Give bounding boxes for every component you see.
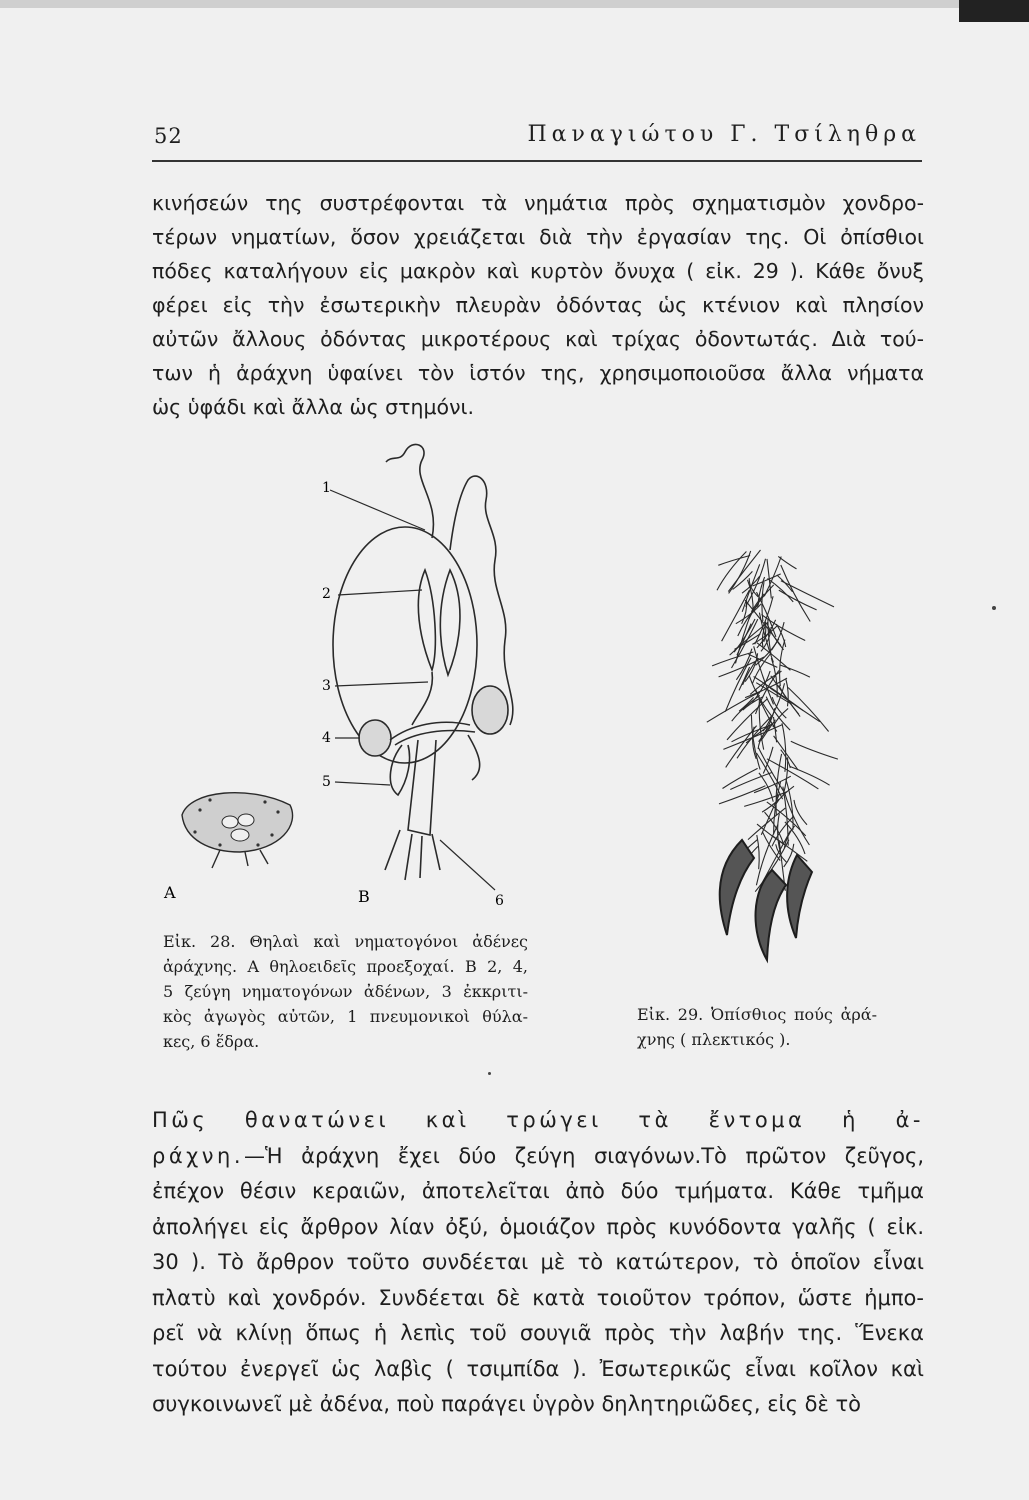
page-number: 52 bbox=[154, 124, 183, 148]
paragraph2-first-line: —Ἡ ἀράχνη ἔχει δύο ζεύγη σιαγόνων.Τὸ πρῶτον ζεῦγος, bbox=[244, 1143, 924, 1168]
text-line: πόδες καταλήγουν εἰς μακρὸν καὶ κυρτὸν ὄνυχα ( εἰκ. 29 ). Κάθε ὄνυξ bbox=[152, 259, 924, 283]
label-5: 5 bbox=[322, 774, 331, 790]
scan-speck bbox=[992, 606, 996, 610]
claw bbox=[787, 855, 812, 938]
label-2: 2 bbox=[322, 586, 331, 602]
leg-hair bbox=[781, 581, 834, 607]
text-line: ρεῖ νὰ κλίνῃ ὅπως ἡ λεπὶς τοῦ σουγιᾶ πρὸς τὴν λαβήν της. Ἕνεκα bbox=[152, 1321, 924, 1345]
gland-4-right bbox=[472, 686, 508, 734]
leg-hair bbox=[737, 624, 751, 656]
caption-line: χνης ( πλεκτικός ). bbox=[637, 1030, 791, 1049]
section-heading-end: ράχνη. bbox=[152, 1143, 245, 1168]
text-line: ἐπέχον θέσιν κεραιῶν, ἀποτελεῖται ἀπὸ δύο τμήματα. Κάθε τμῆμα bbox=[152, 1179, 924, 1203]
caption-line: ἀράχνης. Α θηλοειδεῖς προεξοχαί. Β 2, 4, bbox=[163, 957, 528, 976]
panel-a-spinnerets bbox=[182, 793, 293, 868]
leg-hair bbox=[777, 575, 793, 592]
panel-b-label: B bbox=[358, 887, 370, 906]
leg-hair bbox=[719, 786, 765, 804]
connecting-duct bbox=[395, 731, 475, 745]
caption-line: Εἰκ. 28. Θηλαὶ καὶ νηματογόνοι ἀδένες bbox=[163, 932, 528, 951]
text-line: αὐτῶν ἄλλους ὀδόντας μικροτέρους καὶ τρίχας ὀδοντωτάς. Διὰ τού- bbox=[152, 327, 924, 351]
spinneret-tube bbox=[420, 836, 422, 878]
leader-line-3 bbox=[335, 682, 428, 686]
text-line: τούτου ἐνεργεῖ ὡς λαβὶς ( τσιμπίδα ). Ἐσωτερικῶς εἶναι κοῖλον καὶ bbox=[152, 1356, 924, 1381]
leg-hair bbox=[730, 773, 772, 790]
gland-2-left bbox=[418, 570, 435, 670]
scan-speck bbox=[488, 1072, 491, 1075]
text-line: συγκοινωνεῖ μὲ ἀδένα, ποὺ παράγει ὑγρὸν δηλητηριῶδες, εἰς δὲ τὸ bbox=[152, 1392, 862, 1416]
running-head: Παναγιώτου Γ. Τσίληθρα bbox=[527, 122, 921, 147]
paragraph-spinning bbox=[152, 186, 924, 424]
silk-gland-diagram bbox=[150, 440, 550, 925]
caption-line: Εἰκ. 29. Ὀπίσθιος πούς ἀρά- bbox=[637, 1005, 877, 1024]
gland-4-left bbox=[359, 720, 391, 756]
leg-claws bbox=[720, 840, 812, 960]
spinneret-tube bbox=[405, 834, 412, 880]
leg-hair bbox=[728, 550, 760, 592]
label-4: 4 bbox=[322, 730, 331, 746]
leader-line-1 bbox=[330, 490, 425, 530]
claw bbox=[756, 870, 786, 960]
label-6: 6 bbox=[495, 893, 504, 909]
scan-top-edge bbox=[0, 0, 1029, 8]
text-line: ὡς ὑφάδι καὶ ἄλλα ὡς στημόνι. bbox=[152, 395, 474, 419]
label-1: 1 bbox=[322, 480, 331, 496]
figure-29-caption bbox=[637, 1002, 877, 1052]
abdomen-outline bbox=[333, 527, 477, 763]
leg-hair bbox=[743, 658, 758, 685]
text-line: ἀπολήγει εἰς ἄρθρον λίαν ὀξύ, ὁμοιάζον πρὸς κυνόδοντα γαλῆς ( εἰκ. bbox=[152, 1214, 924, 1239]
text-line: των ἡ ἀράχνη ὑφαίνει τὸν ἱστόν της, χρησιμοποιοῦσα ἄλλα νήματα bbox=[152, 361, 924, 385]
leg-hair bbox=[791, 741, 838, 759]
figure-29-illustration bbox=[672, 540, 872, 995]
caption-line: κὸς ἀγωγὸς αὐτῶν, 1 πνευμονικοὶ θύλα- bbox=[163, 1007, 528, 1026]
text-line: τέρων νηματίων, ὅσον χρειάζεται διὰ τὴν ἐργασίαν της. Οἱ ὀπίσθιοι bbox=[152, 225, 924, 249]
text-line: 30 ). Τὸ ἄρθρον τοῦτο συνδέεται μὲ τὸ κατώτερον, τὸ ὁποῖον εἶναι bbox=[152, 1250, 924, 1274]
spinneret-tube bbox=[385, 830, 400, 870]
paragraph-how-spider-kills bbox=[152, 1103, 924, 1423]
label-3: 3 bbox=[322, 678, 331, 694]
duct-3 bbox=[412, 672, 432, 725]
panel-a-label: A bbox=[164, 883, 176, 902]
leader-line-2 bbox=[338, 590, 422, 595]
leader-line-6 bbox=[440, 840, 495, 890]
text-line: κινήσεών της συστρέφονται τὰ νημάτια πρὸς σχηματισμὸν χονδρο- bbox=[152, 191, 924, 215]
leader-line-5 bbox=[335, 782, 390, 785]
text-line: φέρει εἰς τὴν ἐσωτερικὴν πλευρὰν ὀδόντας ὡς κτένιον καὶ πλησίον bbox=[152, 293, 924, 317]
gland-5 bbox=[390, 745, 409, 795]
spinneret-tube bbox=[432, 834, 440, 870]
leg-hair bbox=[744, 792, 787, 807]
text-line bbox=[152, 1139, 924, 1175]
header-rule bbox=[152, 160, 922, 162]
section-heading: Πῶς θανατώνει καὶ τρώγει τὰ ἔντομα ἡ ἀ- bbox=[152, 1108, 924, 1132]
gland-5-right bbox=[468, 735, 480, 780]
leg-hair bbox=[780, 665, 810, 677]
caption-line: 5 ζεύγη νηματογόνων ἀδένων, 3 ἐκκριτι- bbox=[163, 982, 528, 1001]
figure-28-illustration bbox=[150, 440, 550, 925]
claw bbox=[720, 840, 754, 935]
figure-28-caption bbox=[163, 929, 528, 1054]
leg-hair bbox=[790, 766, 830, 785]
spider-leg-drawing bbox=[672, 540, 872, 995]
text-line: πλατὺ καὶ χονδρόν. Συνδέεται δὲ κατὰ τοιοῦτον τρόπον, ὥστε ἠμπο- bbox=[152, 1285, 924, 1310]
leg-hairs bbox=[707, 550, 838, 892]
leg-hair bbox=[778, 556, 796, 569]
scan-corner-shadow bbox=[959, 0, 1029, 22]
caption-line: κες, 6 ἕδρα. bbox=[163, 1032, 260, 1051]
gland-2-right bbox=[440, 570, 460, 675]
